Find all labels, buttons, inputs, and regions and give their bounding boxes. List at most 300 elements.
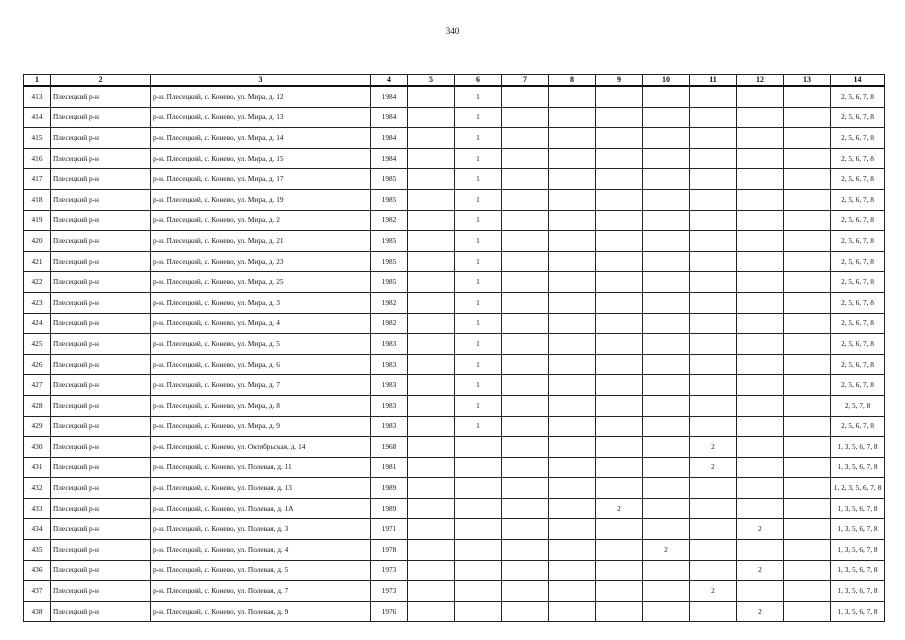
column-header-3: 3	[151, 75, 371, 87]
table-cell-c12: 2	[737, 560, 784, 581]
table-cell-c14: 2, 5, 6, 7, 8	[831, 375, 885, 396]
table-cell-c13	[784, 210, 831, 231]
table-cell-c6: 1	[455, 148, 502, 169]
table-cell-c7	[502, 437, 549, 458]
table-cell-c3: р-н. Плесецкий, с. Конево, ул. Полевая, д. 13	[151, 478, 371, 499]
table-cell-c9	[596, 581, 643, 602]
table-cell-c6: 1	[455, 107, 502, 128]
table-cell-c6	[455, 540, 502, 561]
table-cell-c6: 1	[455, 334, 502, 355]
table-cell-c8	[549, 457, 596, 478]
table-cell-c11	[690, 519, 737, 540]
table-cell-c6: 1	[455, 292, 502, 313]
table-cell-c7	[502, 478, 549, 499]
table-cell-c10	[643, 169, 690, 190]
table-cell-c8	[549, 313, 596, 334]
table-cell-c8	[549, 334, 596, 355]
table-cell-c6: 1	[455, 272, 502, 293]
table-cell-c12	[737, 581, 784, 602]
table-cell-c4: 1976	[371, 601, 408, 622]
table-cell-c6: 1	[455, 128, 502, 149]
table-cell-c12	[737, 148, 784, 169]
table-cell-c2: Плесецкий р-н	[51, 251, 151, 272]
table-cell-c3: р-н. Плесецкий, с. Конево, ул. Мира, д. 12	[151, 86, 371, 107]
housing-register-table	[23, 74, 885, 622]
table-cell-c3: р-н. Плесецкий, с. Конево, ул. Полевая, д. 3	[151, 519, 371, 540]
table-row	[24, 540, 885, 561]
table-cell-c14: 2, 5, 6, 7, 8	[831, 210, 885, 231]
table-cell-c7	[502, 86, 549, 107]
table-cell-c2: Плесецкий р-н	[51, 581, 151, 602]
table-cell-c8	[549, 375, 596, 396]
table-cell-c3: р-н. Плесецкий, с. Конево, ул. Мира, д. 4	[151, 313, 371, 334]
table-cell-c5	[408, 498, 455, 519]
table-cell-c6: 1	[455, 375, 502, 396]
table-cell-c3: р-н. Плесецкий, с. Конево, ул. Мира, д. 7	[151, 375, 371, 396]
column-header-10: 10	[643, 75, 690, 87]
table-cell-c6: 1	[455, 416, 502, 437]
table-cell-c11	[690, 416, 737, 437]
table-cell-c2: Плесецкий р-н	[51, 334, 151, 355]
table-cell-c12	[737, 292, 784, 313]
table-cell-c14: 2, 5, 6, 7, 8	[831, 416, 885, 437]
table-cell-c3: р-н. Плесецкий, с. Конево, ул. Мира, д. 9	[151, 416, 371, 437]
table-cell-c4: 1971	[371, 519, 408, 540]
table-cell-c7	[502, 519, 549, 540]
table-row	[24, 313, 885, 334]
column-header-1: 1	[24, 75, 51, 87]
table-cell-c4: 1983	[371, 375, 408, 396]
table-cell-c10	[643, 148, 690, 169]
table-cell-c4: 1985	[371, 169, 408, 190]
table-row	[24, 437, 885, 458]
table-cell-c14: 1, 3, 5, 6, 7, 8	[831, 519, 885, 540]
table-cell-c8	[549, 148, 596, 169]
table-cell-c11	[690, 251, 737, 272]
table-cell-c11	[690, 272, 737, 293]
table-cell-c5	[408, 148, 455, 169]
table-cell-c14: 1, 3, 5, 6, 7, 8	[831, 437, 885, 458]
table-cell-c3: р-н. Плесецкий, с. Конево, ул. Мира, д. 13	[151, 107, 371, 128]
table-cell-c13	[784, 581, 831, 602]
table-cell-c8	[549, 478, 596, 499]
table-cell-c1: 438	[24, 601, 51, 622]
table-cell-c1: 419	[24, 210, 51, 231]
table-cell-c6: 1	[455, 313, 502, 334]
table-cell-c2: Плесецкий р-н	[51, 375, 151, 396]
table-cell-c3: р-н. Плесецкий, с. Конево, ул. Мира, д. 21	[151, 231, 371, 252]
table-cell-c7	[502, 231, 549, 252]
table-cell-c12	[737, 210, 784, 231]
table-cell-c10	[643, 272, 690, 293]
table-cell-c9	[596, 86, 643, 107]
column-header-11: 11	[690, 75, 737, 87]
table-cell-c9	[596, 169, 643, 190]
table-cell-c10	[643, 334, 690, 355]
table-cell-c11: 2	[690, 581, 737, 602]
table-cell-c11	[690, 334, 737, 355]
table-cell-c8	[549, 210, 596, 231]
table-cell-c1: 415	[24, 128, 51, 149]
table-cell-c1: 420	[24, 231, 51, 252]
table-cell-c1: 427	[24, 375, 51, 396]
table-cell-c5	[408, 231, 455, 252]
table-row	[24, 128, 885, 149]
table-cell-c6: 1	[455, 251, 502, 272]
table-cell-c14: 2, 5, 6, 7, 8	[831, 272, 885, 293]
table-cell-c9	[596, 416, 643, 437]
table-row	[24, 581, 885, 602]
table-cell-c11	[690, 601, 737, 622]
table-cell-c14: 1, 3, 5, 6, 7, 8	[831, 540, 885, 561]
table-cell-c1: 414	[24, 107, 51, 128]
table-row	[24, 375, 885, 396]
table-cell-c13	[784, 437, 831, 458]
table-cell-c9	[596, 272, 643, 293]
table-cell-c5	[408, 107, 455, 128]
table-cell-c8	[549, 169, 596, 190]
table-cell-c5	[408, 334, 455, 355]
table-cell-c2: Плесецкий р-н	[51, 601, 151, 622]
table-row	[24, 107, 885, 128]
table-cell-c7	[502, 560, 549, 581]
header-row	[24, 75, 885, 87]
table-cell-c9	[596, 560, 643, 581]
table-cell-c14: 2, 5, 6, 7, 8	[831, 231, 885, 252]
table-cell-c2: Плесецкий р-н	[51, 231, 151, 252]
table-cell-c7	[502, 540, 549, 561]
table-cell-c7	[502, 334, 549, 355]
table-cell-c4: 1984	[371, 107, 408, 128]
table-cell-c12	[737, 189, 784, 210]
table-cell-c7	[502, 395, 549, 416]
table-cell-c13	[784, 334, 831, 355]
table-cell-c3: р-н. Плесецкий, с. Конево, ул. Мира, д. 8	[151, 395, 371, 416]
column-header-13: 13	[784, 75, 831, 87]
table-cell-c9	[596, 478, 643, 499]
table-cell-c7	[502, 272, 549, 293]
table-body	[24, 86, 885, 622]
table-cell-c7	[502, 292, 549, 313]
table-cell-c8	[549, 395, 596, 416]
table-cell-c1: 435	[24, 540, 51, 561]
table-cell-c4: 1984	[371, 148, 408, 169]
table-cell-c7	[502, 148, 549, 169]
table-cell-c1: 421	[24, 251, 51, 272]
table-cell-c10	[643, 457, 690, 478]
table-cell-c2: Плесецкий р-н	[51, 519, 151, 540]
table-cell-c12	[737, 313, 784, 334]
table-cell-c1: 434	[24, 519, 51, 540]
table-cell-c5	[408, 251, 455, 272]
table-cell-c12	[737, 375, 784, 396]
table-cell-c6: 1	[455, 86, 502, 107]
table-cell-c7	[502, 457, 549, 478]
table-cell-c14: 2, 5, 6, 7, 8	[831, 148, 885, 169]
table-cell-c4: 1978	[371, 540, 408, 561]
table-cell-c11	[690, 169, 737, 190]
table-cell-c8	[549, 416, 596, 437]
table-cell-c10	[643, 210, 690, 231]
table-cell-c8	[549, 498, 596, 519]
table-cell-c6: 1	[455, 210, 502, 231]
table-cell-c2: Плесецкий р-н	[51, 437, 151, 458]
table-cell-c9	[596, 231, 643, 252]
table-cell-c2: Плесецкий р-н	[51, 457, 151, 478]
table-cell-c5	[408, 416, 455, 437]
table-cell-c9	[596, 189, 643, 210]
table-cell-c2: Плесецкий р-н	[51, 498, 151, 519]
table-cell-c9	[596, 334, 643, 355]
table-cell-c8	[549, 272, 596, 293]
table-cell-c10	[643, 395, 690, 416]
table-cell-c13	[784, 251, 831, 272]
column-header-14: 14	[831, 75, 885, 87]
table-cell-c9	[596, 148, 643, 169]
table-cell-c13	[784, 148, 831, 169]
table-cell-c14: 2, 5, 6, 7, 8	[831, 292, 885, 313]
table-cell-c12	[737, 251, 784, 272]
table-cell-c1: 432	[24, 478, 51, 499]
table-cell-c2: Плесецкий р-н	[51, 416, 151, 437]
table-cell-c11: 2	[690, 437, 737, 458]
table-cell-c11	[690, 292, 737, 313]
table-cell-c9	[596, 395, 643, 416]
table-cell-c7	[502, 416, 549, 437]
table-cell-c5	[408, 86, 455, 107]
table-cell-c7	[502, 354, 549, 375]
table-cell-c12	[737, 416, 784, 437]
table-cell-c11	[690, 128, 737, 149]
table-cell-c12	[737, 231, 784, 252]
table-cell-c5	[408, 292, 455, 313]
table-cell-c1: 437	[24, 581, 51, 602]
table-cell-c8	[549, 107, 596, 128]
table-cell-c10	[643, 519, 690, 540]
table-cell-c8	[549, 540, 596, 561]
table-cell-c10	[643, 478, 690, 499]
table-row	[24, 498, 885, 519]
table-cell-c5	[408, 128, 455, 149]
table-cell-c12	[737, 169, 784, 190]
table-row	[24, 272, 885, 293]
table-cell-c4: 1982	[371, 210, 408, 231]
table-cell-c13	[784, 128, 831, 149]
table-cell-c2: Плесецкий р-н	[51, 128, 151, 149]
table-cell-c11	[690, 560, 737, 581]
table-cell-c4: 1989	[371, 478, 408, 499]
table-cell-c8	[549, 251, 596, 272]
table-cell-c14: 2, 5, 6, 7, 8	[831, 128, 885, 149]
table-cell-c7	[502, 128, 549, 149]
table-cell-c11	[690, 107, 737, 128]
table-cell-c5	[408, 272, 455, 293]
table-cell-c3: р-н. Плесецкий, с. Конево, ул. Полевая, д. 5	[151, 560, 371, 581]
table-cell-c10	[643, 560, 690, 581]
table-cell-c6	[455, 581, 502, 602]
table-cell-c10	[643, 375, 690, 396]
table-cell-c3: р-н. Плесецкий, с. Конево, ул. Мира, д. 5	[151, 334, 371, 355]
table-cell-c8	[549, 354, 596, 375]
table-cell-c10	[643, 86, 690, 107]
table-cell-c10	[643, 128, 690, 149]
table-cell-c11	[690, 354, 737, 375]
table-cell-c1: 428	[24, 395, 51, 416]
table-cell-c14: 2, 5, 6, 7, 8	[831, 107, 885, 128]
table-cell-c13	[784, 169, 831, 190]
table-cell-c5	[408, 540, 455, 561]
table-cell-c6	[455, 560, 502, 581]
table-cell-c8	[549, 189, 596, 210]
table-cell-c2: Плесецкий р-н	[51, 540, 151, 561]
table-cell-c12: 2	[737, 601, 784, 622]
table-cell-c7	[502, 601, 549, 622]
table-cell-c1: 424	[24, 313, 51, 334]
table-cell-c13	[784, 292, 831, 313]
table-cell-c10	[643, 107, 690, 128]
table-cell-c2: Плесецкий р-н	[51, 354, 151, 375]
table-cell-c3: р-н. Плесецкий, с. Конево, ул. Полевая, д. 4	[151, 540, 371, 561]
table-cell-c11	[690, 189, 737, 210]
table-cell-c7	[502, 375, 549, 396]
table-cell-c10	[643, 498, 690, 519]
table-cell-c13	[784, 498, 831, 519]
table-row	[24, 560, 885, 581]
table-cell-c5	[408, 375, 455, 396]
table-cell-c6	[455, 478, 502, 499]
table-cell-c9	[596, 519, 643, 540]
table-cell-c2: Плесецкий р-н	[51, 272, 151, 293]
table-cell-c1: 431	[24, 457, 51, 478]
table-cell-c10	[643, 437, 690, 458]
table-cell-c3: р-н. Плесецкий, с. Конево, ул. Мира, д. 17	[151, 169, 371, 190]
table-row	[24, 169, 885, 190]
table-cell-c1: 425	[24, 334, 51, 355]
table-cell-c7	[502, 169, 549, 190]
table-cell-c9	[596, 457, 643, 478]
table-cell-c4: 1985	[371, 189, 408, 210]
table-cell-c12	[737, 86, 784, 107]
table-cell-c1: 416	[24, 148, 51, 169]
table-cell-c10	[643, 581, 690, 602]
table-cell-c11	[690, 478, 737, 499]
table-cell-c4: 1983	[371, 395, 408, 416]
table-cell-c3: р-н. Плесецкий, с. Конево, ул. Мира, д. 23	[151, 251, 371, 272]
table-cell-c6: 1	[455, 395, 502, 416]
table-cell-c3: р-н. Плесецкий, с. Конево, ул. Полевая, д. 11	[151, 457, 371, 478]
table-cell-c14: 1, 3, 5, 6, 7, 8	[831, 601, 885, 622]
table-cell-c8	[549, 231, 596, 252]
table-cell-c9	[596, 210, 643, 231]
table-cell-c14: 2, 5, 6, 7, 8	[831, 354, 885, 375]
table-row	[24, 334, 885, 355]
table-cell-c4: 1973	[371, 560, 408, 581]
table-row	[24, 478, 885, 499]
table-cell-c12	[737, 540, 784, 561]
table-cell-c13	[784, 478, 831, 499]
table-cell-c3: р-н. Плесецкий, с. Конево, ул. Мира, д. 3	[151, 292, 371, 313]
table-row	[24, 189, 885, 210]
table-cell-c5	[408, 395, 455, 416]
table-cell-c10	[643, 231, 690, 252]
table-cell-c9	[596, 128, 643, 149]
table-cell-c1: 417	[24, 169, 51, 190]
table-cell-c13	[784, 395, 831, 416]
table-cell-c4: 1983	[371, 334, 408, 355]
table-cell-c10	[643, 292, 690, 313]
table-cell-c3: р-н. Плесецкий, с. Конево, ул. Полевая, д. 1А	[151, 498, 371, 519]
table-cell-c10	[643, 416, 690, 437]
table-cell-c3: р-н. Плесецкий, с. Конево, ул. Мира, д. 19	[151, 189, 371, 210]
table-cell-c6: 1	[455, 169, 502, 190]
table-cell-c2: Плесецкий р-н	[51, 169, 151, 190]
table-cell-c4: 1985	[371, 231, 408, 252]
table-cell-c13	[784, 231, 831, 252]
table-cell-c9	[596, 313, 643, 334]
table-cell-c9	[596, 251, 643, 272]
table-cell-c9	[596, 354, 643, 375]
table-cell-c10	[643, 313, 690, 334]
table-cell-c2: Плесецкий р-н	[51, 395, 151, 416]
table-cell-c7	[502, 581, 549, 602]
table-cell-c7	[502, 107, 549, 128]
table-cell-c14: 1, 3, 5, 6, 7, 8	[831, 581, 885, 602]
table-cell-c1: 436	[24, 560, 51, 581]
table-cell-c9	[596, 107, 643, 128]
table-cell-c14: 1, 3, 5, 6, 7, 8	[831, 457, 885, 478]
table-cell-c5	[408, 313, 455, 334]
table-cell-c2: Плесецкий р-н	[51, 478, 151, 499]
table-cell-c14: 2, 5, 7, 8	[831, 395, 885, 416]
table-cell-c2: Плесецкий р-н	[51, 86, 151, 107]
table-cell-c12	[737, 334, 784, 355]
table-cell-c14: 2, 5, 6, 7, 8	[831, 313, 885, 334]
table-cell-c5	[408, 581, 455, 602]
table-cell-c2: Плесецкий р-н	[51, 210, 151, 231]
table-cell-c7	[502, 313, 549, 334]
table-cell-c13	[784, 107, 831, 128]
table-cell-c3: р-н. Плесецкий, с. Конево, ул. Мира, д. 15	[151, 148, 371, 169]
table-cell-c3: р-н. Плесецкий, с. Конево, ул. Полевая, д. 9	[151, 601, 371, 622]
table-cell-c7	[502, 189, 549, 210]
table-cell-c3: р-н. Плесецкий, с. Конево, ул. Мира, д. 6	[151, 354, 371, 375]
table-cell-c14: 2, 5, 6, 7, 8	[831, 86, 885, 107]
table-cell-c2: Плесецкий р-н	[51, 189, 151, 210]
table-cell-c1: 423	[24, 292, 51, 313]
column-header-2: 2	[51, 75, 151, 87]
table-cell-c10	[643, 601, 690, 622]
table-cell-c14: 2, 5, 6, 7, 8	[831, 169, 885, 190]
table-cell-c12	[737, 128, 784, 149]
table-cell-c11: 2	[690, 457, 737, 478]
table-cell-c6: 1	[455, 354, 502, 375]
table-cell-c13	[784, 189, 831, 210]
table-cell-c6	[455, 519, 502, 540]
table-cell-c11	[690, 231, 737, 252]
table-row	[24, 354, 885, 375]
table-cell-c6: 1	[455, 189, 502, 210]
table-cell-c5	[408, 437, 455, 458]
table-cell-c14: 1, 3, 5, 6, 7, 8	[831, 560, 885, 581]
table-cell-c3: р-н. Плесецкий, с. Конево, ул. Полевая, д. 7	[151, 581, 371, 602]
table-cell-c3: р-н. Плесецкий, с. Конево, ул. Мира, д. 14	[151, 128, 371, 149]
table-cell-c8	[549, 519, 596, 540]
table-cell-c4: 1984	[371, 86, 408, 107]
table-cell-c12	[737, 457, 784, 478]
table-row	[24, 601, 885, 622]
table-row	[24, 395, 885, 416]
table-cell-c1: 413	[24, 86, 51, 107]
